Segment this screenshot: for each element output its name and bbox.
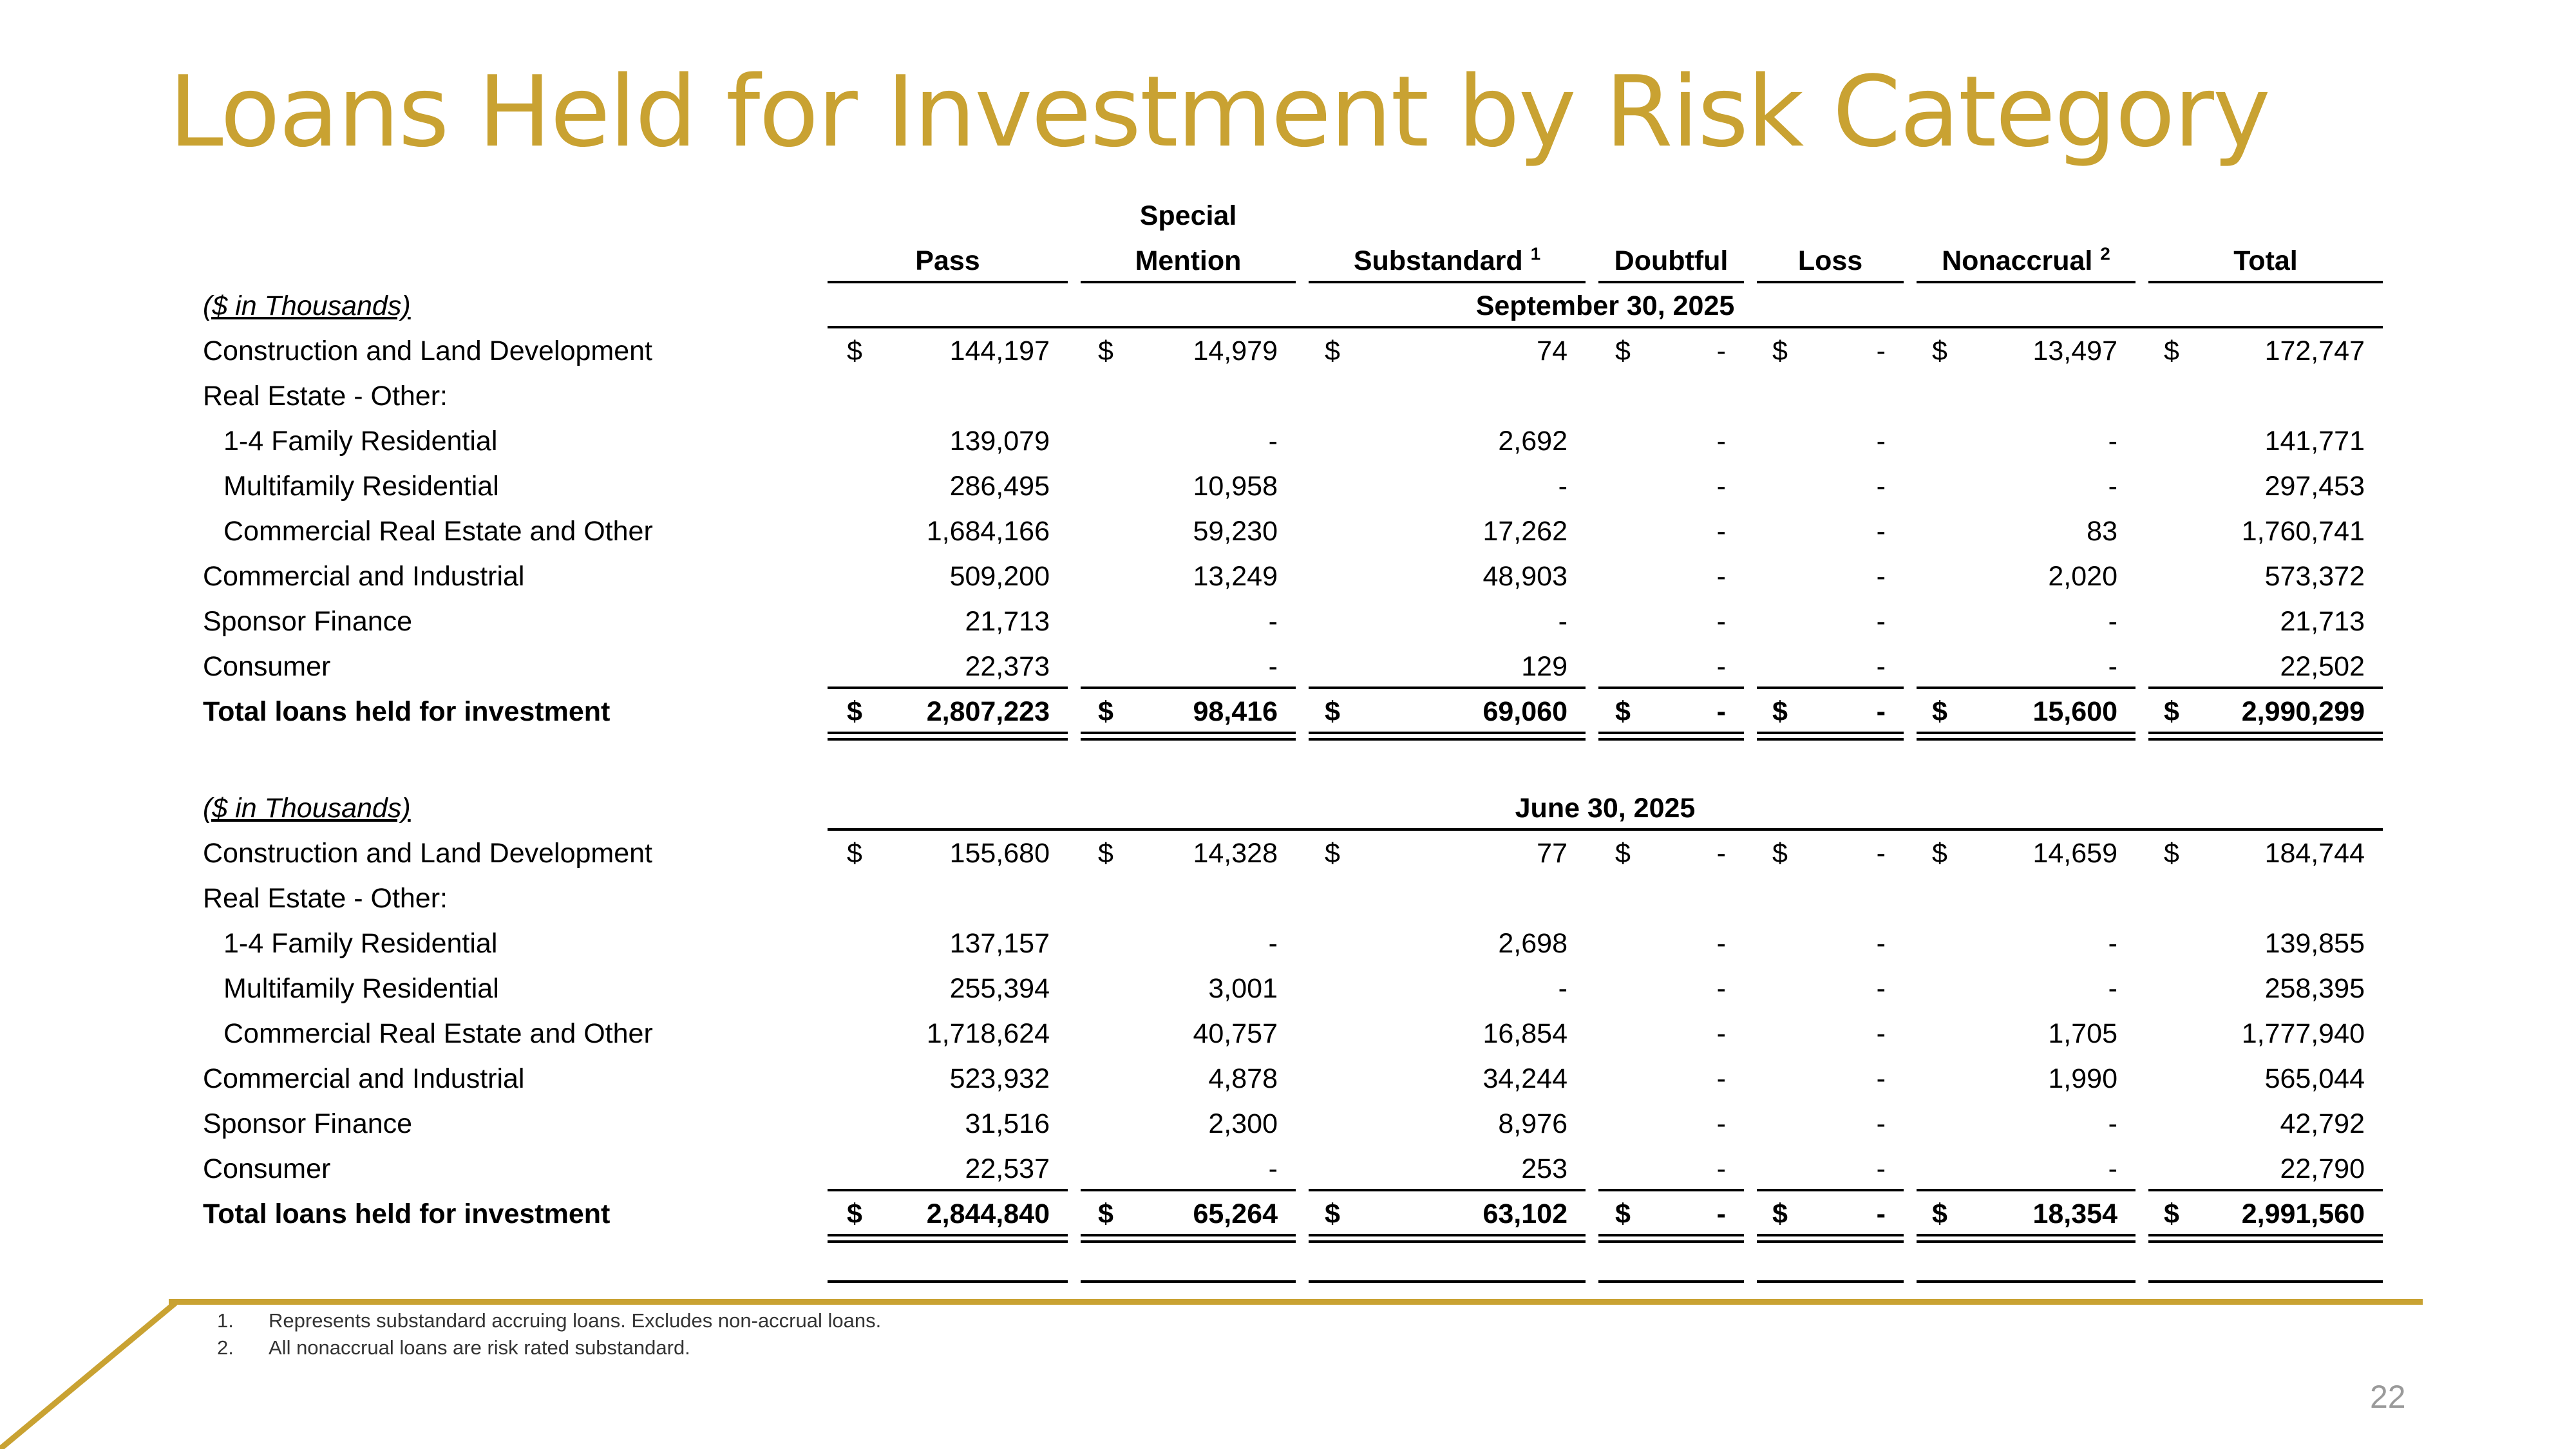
column-header	[1309, 238, 1586, 283]
row-label: Sponsor Finance	[203, 1108, 413, 1139]
currency-symbol: $	[1615, 1198, 1631, 1229]
currency-symbol: $	[1772, 1198, 1788, 1229]
column-header	[2148, 238, 2383, 283]
value-cell: -	[1268, 1153, 1278, 1184]
value-cell: 2,300	[1208, 1108, 1278, 1139]
value-cell: 2,692	[1498, 426, 1567, 457]
value-cell: -	[1876, 1108, 1886, 1139]
value-cell: -	[1716, 606, 1726, 637]
value-cell: 255,394	[949, 973, 1050, 1004]
row-label: Commercial and Industrial	[203, 561, 525, 592]
value-cell: -	[1716, 973, 1726, 1004]
value-cell: 139,079	[949, 426, 1050, 457]
value-cell: -	[1716, 336, 1726, 366]
table-row	[193, 1011, 2383, 1056]
units-label: ($ in Thousands)	[203, 793, 411, 824]
period-label: September 30, 2025	[1475, 290, 1735, 321]
value-cell: 8,976	[1498, 1108, 1567, 1139]
value-cell: -	[2108, 651, 2117, 682]
value-cell: -	[1716, 1108, 1726, 1139]
currency-symbol: $	[1325, 838, 1340, 869]
table-row	[193, 1056, 2383, 1101]
table-row	[193, 966, 2383, 1011]
row-label: Real Estate - Other:	[203, 883, 448, 914]
value-cell: 2,020	[2048, 561, 2117, 592]
footnote-2	[217, 1334, 881, 1361]
loans-risk-table	[193, 193, 2383, 1288]
row-label: Multifamily Residential	[223, 471, 499, 502]
value-cell: -	[1876, 1063, 1886, 1094]
value-cell: 2,807,223	[926, 696, 1050, 727]
value-cell: -	[2108, 928, 2117, 959]
value-cell: 258,395	[2264, 973, 2365, 1004]
value-cell: -	[1716, 1198, 1726, 1229]
value-cell: 2,698	[1498, 928, 1567, 959]
value-cell: -	[1268, 928, 1278, 959]
footnote-number: 2.	[217, 1336, 234, 1359]
value-cell: 155,680	[949, 838, 1050, 869]
trailing-underline-row	[193, 1236, 2383, 1288]
value-cell: -	[1876, 336, 1886, 366]
row-label: Commercial Real Estate and Other	[223, 516, 653, 547]
value-cell: 13,497	[2032, 336, 2117, 366]
table-row	[193, 921, 2383, 966]
value-cell: -	[1716, 471, 1726, 502]
value-cell: 286,495	[949, 471, 1050, 502]
column-header-top	[828, 193, 1068, 238]
total-label: Total loans held for investment	[203, 1198, 611, 1229]
value-cell: -	[1876, 561, 1886, 592]
currency-symbol: $	[1615, 696, 1631, 727]
value-cell: 253	[1521, 1153, 1567, 1184]
value-cell: 509,200	[949, 561, 1050, 592]
value-cell: 1,705	[2048, 1018, 2117, 1049]
value-cell: 17,262	[1482, 516, 1567, 547]
column-header-label: Loss	[1797, 245, 1863, 276]
column-header-label: Nonaccrual	[1942, 245, 2093, 276]
table-row	[193, 374, 2383, 419]
value-cell: 184,744	[2264, 838, 2365, 869]
value-cell: -	[2108, 1108, 2117, 1139]
value-cell: 40,757	[1193, 1018, 1278, 1049]
value-cell: 16,854	[1482, 1018, 1567, 1049]
value-cell: -	[1716, 696, 1726, 727]
value-cell: 2,991,560	[2241, 1198, 2365, 1229]
value-cell: 22,373	[965, 651, 1050, 682]
currency-symbol: $	[2164, 336, 2179, 366]
value-cell: 1,684,166	[926, 516, 1050, 547]
total-row	[193, 689, 2383, 734]
trailing-underline	[828, 1280, 1068, 1283]
currency-symbol: $	[1325, 336, 1340, 366]
currency-symbol: $	[1325, 1198, 1340, 1229]
table-row	[193, 328, 2383, 374]
value-cell: -	[2108, 973, 2117, 1004]
value-cell: -	[1716, 426, 1726, 457]
value-cell: 22,537	[965, 1153, 1050, 1184]
row-label: Multifamily Residential	[223, 973, 499, 1004]
value-cell: -	[1876, 838, 1886, 869]
value-cell: -	[1716, 516, 1726, 547]
table-row	[193, 509, 2383, 554]
value-cell: -	[1876, 516, 1886, 547]
currency-symbol: $	[1098, 838, 1113, 869]
currency-symbol: $	[1772, 696, 1788, 727]
row-label: Sponsor Finance	[203, 606, 413, 637]
value-cell: 10,958	[1193, 471, 1278, 502]
value-cell: 83	[2087, 516, 2117, 547]
trailing-underline	[1917, 1280, 2136, 1283]
currency-symbol: $	[2164, 838, 2179, 869]
column-header-label: Total	[2233, 245, 2298, 276]
value-cell: 34,244	[1482, 1063, 1567, 1094]
value-cell: -	[1876, 1018, 1886, 1049]
table-row	[193, 831, 2383, 876]
value-cell: 144,197	[949, 336, 1050, 366]
value-cell: 1,777,940	[2241, 1018, 2365, 1049]
value-cell: 129	[1521, 651, 1567, 682]
value-cell: 63,102	[1482, 1198, 1567, 1229]
column-header	[1598, 238, 1744, 283]
value-cell: 59,230	[1193, 516, 1278, 547]
value-cell: 2,990,299	[2241, 696, 2365, 727]
value-cell: 42,792	[2280, 1108, 2365, 1139]
corner-accent-icon	[0, 1299, 177, 1449]
value-cell: 69,060	[1482, 696, 1567, 727]
row-label: Construction and Land Development	[203, 336, 652, 366]
page-number: 22	[2370, 1379, 2406, 1415]
table-row	[193, 1146, 2383, 1191]
value-cell: 573,372	[2264, 561, 2365, 592]
footnotes	[217, 1307, 881, 1361]
trailing-underline	[1081, 1280, 1296, 1283]
footnote-number: 1.	[217, 1309, 234, 1332]
value-cell: -	[1268, 606, 1278, 637]
column-header-label: Pass	[915, 245, 980, 276]
column-header	[828, 238, 1068, 283]
value-cell: -	[1716, 928, 1726, 959]
footnote-text: All nonaccrual loans are risk rated substandard.	[269, 1336, 690, 1359]
section-spacer	[193, 734, 2383, 786]
footnote-1	[217, 1307, 881, 1334]
trailing-underline	[2148, 1280, 2383, 1283]
value-cell: -	[2108, 1153, 2117, 1184]
currency-symbol: $	[1932, 696, 1947, 727]
page-title: Loans Held for Investment by Risk Category	[169, 55, 2269, 169]
value-cell: -	[1268, 651, 1278, 682]
currency-symbol: $	[2164, 1198, 2179, 1229]
currency-symbol: $	[1932, 1198, 1947, 1229]
column-header-label: Doubtful	[1614, 245, 1728, 276]
value-cell: 77	[1537, 838, 1567, 869]
value-cell: 22,502	[2280, 651, 2365, 682]
total-label: Total loans held for investment	[203, 696, 611, 727]
table-row	[193, 599, 2383, 644]
period-label: June 30, 2025	[1515, 793, 1696, 824]
value-cell: -	[1558, 471, 1567, 502]
period-row	[193, 283, 2383, 328]
value-cell: -	[1716, 1063, 1726, 1094]
value-cell: 21,713	[2280, 606, 2365, 637]
value-cell: -	[1876, 471, 1886, 502]
row-label: Real Estate - Other:	[203, 381, 448, 412]
row-label: Commercial Real Estate and Other	[223, 1018, 653, 1049]
value-cell: 14,659	[2032, 838, 2117, 869]
table-row	[193, 644, 2383, 689]
value-cell: -	[1716, 838, 1726, 869]
header-row-top	[193, 193, 2383, 238]
trailing-underline	[1309, 1280, 1586, 1283]
footer-accent-line	[169, 1299, 2423, 1305]
column-header-top	[1598, 193, 1744, 238]
trailing-underline	[1757, 1280, 1904, 1283]
row-label: 1-4 Family Residential	[223, 928, 498, 959]
value-cell: -	[1716, 1018, 1726, 1049]
table-row	[193, 876, 2383, 921]
value-cell: 18,354	[2032, 1198, 2117, 1229]
value-cell: 2,844,840	[926, 1198, 1050, 1229]
column-header	[1081, 238, 1296, 283]
column-header-label: Substandard	[1353, 245, 1523, 276]
row-label: Consumer	[203, 651, 331, 682]
currency-symbol: $	[1932, 838, 1947, 869]
value-cell: -	[1716, 651, 1726, 682]
value-cell: 1,990	[2048, 1063, 2117, 1094]
value-cell: 48,903	[1482, 561, 1567, 592]
currency-symbol: $	[847, 696, 862, 727]
footnote-marker: 1	[1530, 243, 1541, 264]
value-cell: 141,771	[2264, 426, 2365, 457]
currency-symbol: $	[1615, 838, 1631, 869]
value-cell: 139,855	[2264, 928, 2365, 959]
table-row	[193, 1101, 2383, 1146]
period-row	[193, 786, 2383, 831]
value-cell: -	[1876, 928, 1886, 959]
column-header-label: Mention	[1135, 245, 1242, 276]
currency-symbol: $	[847, 336, 862, 366]
value-cell: 1,718,624	[926, 1018, 1050, 1049]
value-cell: 523,932	[949, 1063, 1050, 1094]
value-cell: 22,790	[2280, 1153, 2365, 1184]
currency-symbol: $	[1772, 336, 1788, 366]
table-row	[193, 464, 2383, 509]
currency-symbol: $	[847, 838, 862, 869]
value-cell: 15,600	[2032, 696, 2117, 727]
column-header-top: Special	[1139, 200, 1237, 231]
column-header-top	[2148, 193, 2383, 238]
currency-symbol: $	[1098, 1198, 1113, 1229]
value-cell: 65,264	[1193, 1198, 1278, 1229]
currency-symbol: $	[1615, 336, 1631, 366]
currency-symbol: $	[1772, 838, 1788, 869]
value-cell: -	[1558, 973, 1567, 1004]
row-label: Consumer	[203, 1153, 331, 1184]
value-cell: 1,760,741	[2241, 516, 2365, 547]
currency-symbol: $	[1098, 336, 1113, 366]
total-row	[193, 1191, 2383, 1236]
row-label: Commercial and Industrial	[203, 1063, 525, 1094]
value-cell: -	[1876, 973, 1886, 1004]
value-cell: -	[2108, 471, 2117, 502]
header-row-bottom	[193, 238, 2383, 283]
value-cell: 14,328	[1193, 838, 1278, 869]
value-cell: -	[1716, 1153, 1726, 1184]
column-header-top	[1309, 193, 1586, 238]
value-cell: 21,713	[965, 606, 1050, 637]
value-cell: -	[1558, 606, 1567, 637]
column-header-top	[1917, 193, 2136, 238]
value-cell: -	[2108, 426, 2117, 457]
value-cell: 4,878	[1208, 1063, 1278, 1094]
trailing-underline	[1598, 1280, 1744, 1283]
row-label: 1-4 Family Residential	[223, 426, 498, 457]
currency-symbol: $	[1325, 696, 1340, 727]
currency-symbol: $	[847, 1198, 862, 1229]
value-cell: 13,249	[1193, 561, 1278, 592]
footnote-marker: 2	[2100, 243, 2110, 264]
units-label: ($ in Thousands)	[203, 290, 411, 321]
value-cell: -	[1268, 426, 1278, 457]
value-cell: -	[1876, 606, 1886, 637]
value-cell: 14,979	[1193, 336, 1278, 366]
value-cell: -	[1876, 696, 1886, 727]
value-cell: 565,044	[2264, 1063, 2365, 1094]
currency-symbol: $	[2164, 696, 2179, 727]
value-cell: 297,453	[2264, 471, 2365, 502]
currency-symbol: $	[1098, 696, 1113, 727]
value-cell: 172,747	[2264, 336, 2365, 366]
value-cell: 3,001	[1208, 973, 1278, 1004]
value-cell: -	[1876, 426, 1886, 457]
value-cell: 98,416	[1193, 696, 1278, 727]
value-cell: -	[1876, 1153, 1886, 1184]
value-cell: 31,516	[965, 1108, 1050, 1139]
value-cell: 137,157	[949, 928, 1050, 959]
table-row	[193, 419, 2383, 464]
row-label: Construction and Land Development	[203, 838, 652, 869]
table-row	[193, 554, 2383, 599]
value-cell: -	[1716, 561, 1726, 592]
value-cell: -	[2108, 606, 2117, 637]
column-header	[1917, 238, 2136, 283]
value-cell: -	[1876, 1198, 1886, 1229]
column-header-top	[1757, 193, 1904, 238]
value-cell: -	[1876, 651, 1886, 682]
column-header	[1757, 238, 1904, 283]
footnote-text: Represents substandard accruing loans. Excludes non-accrual loans.	[269, 1309, 882, 1332]
currency-symbol: $	[1932, 336, 1947, 366]
value-cell: 74	[1537, 336, 1567, 366]
